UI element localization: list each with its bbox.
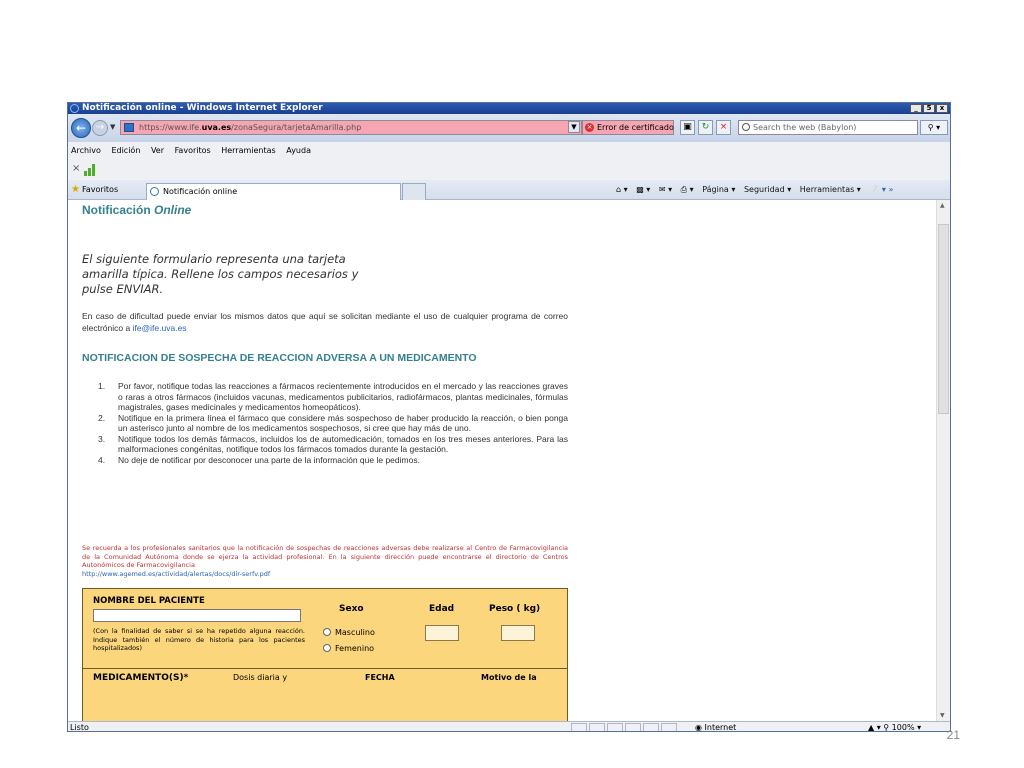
home-icon[interactable]: ⌂ ▾ <box>616 185 628 194</box>
protected-mode-icon[interactable]: ▲ ▾ <box>868 723 881 732</box>
dosis-header: Dosis diaria y <box>233 673 288 682</box>
tools-menu[interactable]: Herramientas ▾ <box>799 185 861 194</box>
list-item: 1. Por favor, notifique todas las reacciones a fármacos recientemente introducidos en el mercado y las reacciones graves o raras a otros fármacos (incluidos vacunas, medicamentos publicitarios, radiofármacos, plantas medicinales, fórmulas magistrales, gases medicinales y medicamentos homeopáticos). <box>98 381 568 412</box>
certificate-error-button[interactable] <box>582 120 674 135</box>
print-icon[interactable]: ⎙ ▾ <box>680 185 694 194</box>
globe-icon: ◉ <box>695 723 702 732</box>
ie-logo-icon <box>70 104 79 113</box>
medicamento-header: MEDICAMENTO(S)* <box>93 673 189 683</box>
new-tab-button[interactable] <box>402 183 426 200</box>
slide-number: 21 <box>946 728 960 742</box>
yellow-card-form <box>82 588 568 721</box>
refresh-icon[interactable]: ↻ <box>698 120 713 135</box>
page-content <box>68 200 936 721</box>
page-title: Notificación Online <box>82 203 192 217</box>
status-bar <box>68 721 950 732</box>
search-input[interactable] <box>738 120 918 135</box>
toolbar-close-icon[interactable]: × <box>72 163 81 174</box>
menu-edicion[interactable]: Edición <box>111 146 141 155</box>
patient-name-input[interactable] <box>93 609 301 622</box>
favorites-bar <box>68 180 950 200</box>
url-domain: uva.es <box>201 123 232 132</box>
internet-zone: ◉ Internet <box>695 723 737 732</box>
search-button[interactable]: ⚲ ▾ <box>920 120 948 135</box>
security-menu[interactable]: Seguridad ▾ <box>743 185 792 194</box>
notice-text: Se recuerda a los profesionales sanitarios que la notificación de sospechas de reacciones adversas debe realizarse al Centro de Farmacovigilancia de la Comunidad Autónoma donde se ejerza la actividad profesional. En la siguiente dirección puede encontrarse el directorio de Centros Autonómicos de Farmacovigilancia http://www.agemed.es/actividad/alertas/docs/dir-serfv.pdf <box>82 544 568 578</box>
contact-paragraph: En caso de dificultad puede enviar los mismos datos que aquí se solicitan mediante el uso de cualquier programa de correo electrónico a ife@ife.uva.es <box>82 311 568 333</box>
edad-input[interactable] <box>425 625 459 641</box>
zoom-icon: ⚲ <box>883 723 890 732</box>
masculino-radio[interactable]: Masculino <box>323 628 375 637</box>
patient-name-label: NOMBRE DEL PACIENTE <box>93 596 205 606</box>
back-button[interactable]: ← <box>71 118 91 138</box>
scroll-up-icon[interactable]: ▲ <box>940 202 945 209</box>
section-heading: NOTIFICACION DE SOSPECHA DE REACCION ADVERSA A UN MEDICAMENTO <box>82 352 477 364</box>
vertical-scrollbar[interactable] <box>936 200 950 721</box>
divider <box>83 668 567 669</box>
addon-toolbar <box>68 160 950 180</box>
search-icon <box>742 123 750 131</box>
femenino-radio[interactable]: Femenino <box>323 644 374 653</box>
status-cells <box>571 723 677 732</box>
menu-archivo[interactable]: Archivo <box>71 146 101 155</box>
email-link[interactable]: ife@ife.uva.es <box>132 323 187 333</box>
history-dropdown-icon[interactable]: ▼ <box>110 123 116 131</box>
directory-link[interactable]: http://www.agemed.es/actividad/alertas/docs/dir-serfv.pdf <box>82 569 271 578</box>
status-text: Listo <box>70 723 89 732</box>
search-placeholder: Search the web (Babylon) <box>753 123 857 132</box>
command-bar <box>616 180 899 200</box>
scroll-thumb[interactable] <box>938 224 949 414</box>
page-menu[interactable]: Página ▾ <box>702 185 736 194</box>
help-icon[interactable]: ❔ ▾ » <box>869 185 894 194</box>
error-icon: × <box>586 123 593 131</box>
menu-favoritos[interactable]: Favoritos <box>174 146 211 155</box>
url-field[interactable] <box>120 120 582 135</box>
signal-bars-icon[interactable] <box>84 164 98 176</box>
list-item: 3. Notifique todos los demás fármacos, incluidos los de automedicación, tomados en los tres meses anteriores. Para las malformaciones congénitas, notifique todos los fármacos tomados durante la gestación. <box>98 433 568 454</box>
menu-herramientas[interactable]: Herramientas <box>221 146 276 155</box>
minimize-button[interactable]: _ <box>910 104 922 113</box>
browser-window <box>67 102 951 732</box>
url-prefix: https://www.ife. <box>139 123 202 132</box>
favorites-star-icon[interactable]: ★ <box>71 184 80 195</box>
scroll-down-icon[interactable]: ▼ <box>940 712 945 719</box>
maximize-button[interactable]: 5 <box>923 104 935 113</box>
peso-label: Peso ( kg) <box>489 604 541 614</box>
intro-text: El siguiente formulario representa una tarjeta amarilla típica. Rellene los campos necesarios y pulse ENVIAR. <box>82 252 359 296</box>
zoom-control[interactable]: ▲ ▾ ⚲ 100% ▾ <box>868 723 922 732</box>
menu-ver[interactable]: Ver <box>150 146 165 155</box>
cert-error-label: Error de certificado <box>597 123 674 132</box>
motivo-header: Motivo de la <box>481 673 537 682</box>
tab-notificacion[interactable] <box>146 183 401 200</box>
menu-bar <box>68 142 950 160</box>
fecha-header: FECHA <box>365 673 395 682</box>
peso-input[interactable] <box>501 625 535 641</box>
sexo-label: Sexo <box>339 604 364 614</box>
page-icon <box>124 123 134 132</box>
url-path: /zonaSegura/tarjetaAmarilla.php <box>231 123 362 132</box>
menu-ayuda[interactable]: Ayuda <box>286 146 311 155</box>
list-item: 4. No deje de notificar por desconocer una parte de la información que le pedimos. <box>98 454 420 465</box>
feeds-icon[interactable]: ▩ ▾ <box>636 185 651 194</box>
title-bar <box>68 103 950 114</box>
list-item: 2. Notifique en la primera línea el fármaco que considere más sospechoso de haber producido la reacción, o bien ponga un asterisco junto al nombre de los medicamentos sospechosos, si cree que hay más de uno. <box>98 412 568 433</box>
forward-button[interactable]: → <box>92 120 108 136</box>
instructions-list <box>98 381 568 465</box>
patient-note: (Con la finalidad de saber si se ha repetido alguna reacción. Indique también el número de historia para los pacientes hospitalizados) <box>93 627 305 652</box>
close-button[interactable]: x <box>936 104 948 113</box>
url-dropdown-icon[interactable]: ▼ <box>568 121 580 133</box>
compatibility-icon[interactable]: ▣ <box>680 120 695 135</box>
address-bar <box>68 114 950 142</box>
tab-label: Notificación online <box>163 187 238 196</box>
stop-icon[interactable]: × <box>716 120 731 135</box>
favorites-button[interactable]: Favoritos <box>82 185 119 194</box>
tab-ie-icon <box>150 187 159 196</box>
mail-icon[interactable]: ✉ ▾ <box>658 185 673 194</box>
edad-label: Edad <box>429 604 455 614</box>
window-title: Notificación online - Windows Internet Explorer <box>82 103 323 113</box>
